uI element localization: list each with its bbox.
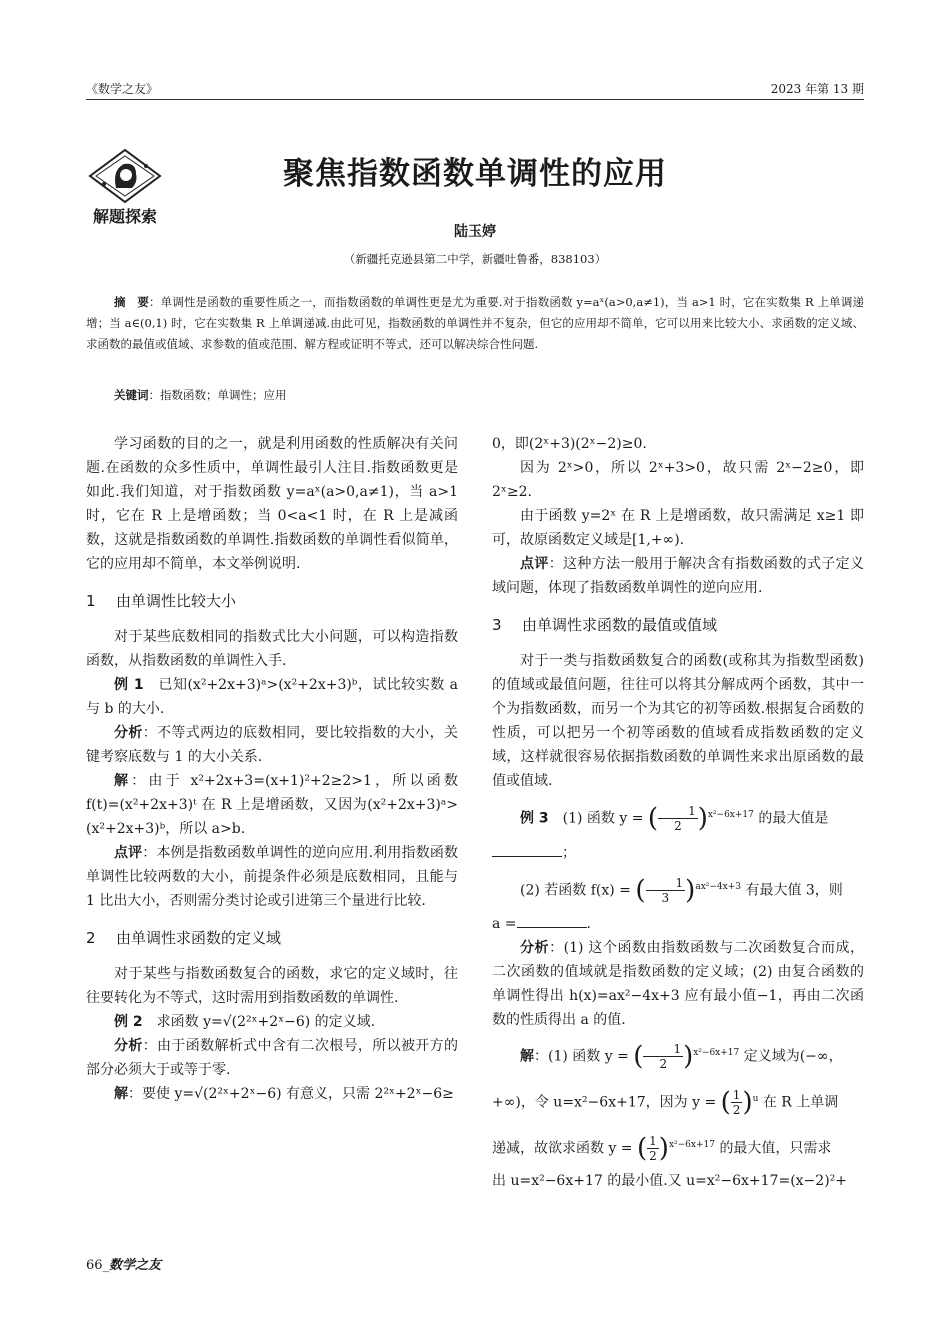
answer-blank	[517, 913, 587, 928]
section-2-heading: 2 由单调性求函数的定义域	[86, 929, 282, 947]
answer-blank	[492, 842, 562, 857]
fraction-third: $\frac{1}{3}$	[646, 876, 686, 905]
analysis-2: 分析：由于函数解析式中含有二次根号，所以被开方的部分必须大于或等于零.	[86, 1038, 459, 1078]
comment-1: 点评：本例是指数函数单调性的逆向应用.利用指数函数单调性比较两数的大小，前提条件必须是底数相同，且能与 1 比出大小，否则需分类讨论或引进第三个量进行比较.	[86, 845, 458, 909]
affiliation: （新疆托克逊县第二中学，新疆吐鲁番，838103）	[343, 252, 607, 266]
left-column	[86, 432, 458, 1106]
solution-2: 解：要使 y=√(2²ˣ+2ˣ−6) 有意义，只需 2²ˣ+2ˣ−6≥	[114, 1086, 454, 1102]
footer-journal-script: 数学之友	[109, 1258, 162, 1273]
abstract-text: ：单调性是函数的重要性质之一，而指数函数的单调性更是尤为重要.对于指数函数 y=aˣ(a>0,a≠1)，当 a>1 时，它在实数集 R 上单调递增；当 a∈(0,1) 时，它在实数集 R 上单调递减.由此可见，指数函数的单调性并不复杂，但它的应用却不简单，它可以用来比较大小、求函数的定义域、求函数的最值或值域、求参数的值或范围、解方程或证明不等式，还可以解决综合性问题.	[86, 295, 864, 351]
section-1-text: 对于某些底数相同的指数式比大小问题，可以构造指数函数，从指数函数的单调性入手.	[86, 629, 458, 669]
solution-1: 解：由于 x²+2x+3=(x+1)²+2≥2>1，所以函数 f(t)=(x²+2x+3)ᵗ 在 R 上是增函数，又因为(x²+2x+3)ᵃ>(x²+2x+3)ᵇ，所以 a>b.	[86, 773, 459, 837]
example-3-part-1: 例 3 (1) 函数 y = ( $\frac{1}{2})^{x^2-6x+17}$ 的最大值是	[520, 803, 829, 834]
example-2: 例 2 求函数 y=√(2²ˣ+2ˣ−6) 的定义域.	[114, 1014, 376, 1030]
section-2-text: 对于某些与指数函数复合的函数，求它的定义域时，往往要转化为不等式，这时需用到指数函数的单调性.	[86, 966, 458, 1006]
example-3-part-2: (2) 若函数 f(x) = ( $\frac{1}{3})^{ax^2-4x+3}$ 有最大值 3，则	[520, 875, 843, 906]
solution-3-line-1: 解：(1) 函数 y = ( $\frac{1}{2})^{x^2-6x+17}$ 定义域为(−∞，	[520, 1041, 843, 1072]
keywords-text: ：指数函数；单调性；应用	[148, 388, 287, 402]
page-footer: 66_数学之友	[86, 1258, 162, 1273]
analysis-1: 分析：不等式两边的底数相同，要比较指数的大小，关键考察底数与 1 的大小关系.	[86, 725, 459, 765]
keywords-label: 关键词	[114, 388, 149, 402]
article-title: 聚焦指数函数单调性的应用	[283, 156, 667, 192]
analysis-3: 分析：(1) 这个函数由指数函数与二次函数复合而成，二次函数的值域就是指数函数的定义域；(2) 由复合函数的单调性得出 h(x)=ax²−4x+3 应有最小值−1，再由二次函数的性质得出 a 的值.	[492, 940, 865, 1029]
header-rule	[86, 99, 864, 100]
keywords	[114, 385, 287, 406]
intro-paragraph: 学习函数的目的之一，就是利用函数的性质解决有关问题.在函数的众多性质中，单调性最引人注目.指数函数更是如此.我们知道，对于指数函数 y=aˣ(a>0,a≠1)，当 a>1 时，它在 R 上是增函数；当 0<a<1 时，在 R 上是减函数，这就是指数函数的单调性.指数函数的单调性看似简单，它的应用却不简单，本文举例说明.	[86, 436, 458, 572]
section-1-heading: 1 由单调性比较大小	[86, 592, 237, 610]
fraction-half: $\frac{1}{2}$	[658, 804, 698, 833]
journal-name: 《数学之友》	[86, 82, 159, 96]
section-3-heading: 3 由单调性求函数的最值或值域	[492, 616, 718, 634]
comment-2: 点评：这种方法一般用于解决含有指数函数的式子定义域问题，体现了指数函数单调性的逆向应用.	[492, 556, 865, 596]
solution-3-line-2: +∞)，令 u=x²−6x+17，因为 y = ( $\frac{1}{2})^u$ 在 R 上单调	[492, 1087, 839, 1118]
solution-2-step: 因为 2ˣ>0，所以 2ˣ+3>0，故只需 2ˣ−2≥0，即 2ˣ≥2.	[492, 460, 864, 500]
logo-text: 解题探索	[92, 207, 157, 226]
right-column	[492, 432, 864, 1193]
example-3-blank-1: ；	[492, 841, 864, 865]
page-number: 66	[86, 1258, 103, 1273]
example-3-blank-2: a = .	[492, 912, 864, 936]
solution-3-line-4: 出 u=x²−6x+17 的最小值.又 u=x²−6x+17=(x−2)²+	[492, 1173, 847, 1190]
solution-2-continued: 0，即(2ˣ+3)(2ˣ−2)≥0.	[492, 436, 647, 452]
abstract	[86, 292, 864, 355]
solution-3-line-3: 递减，故欲求函数 y = ( $\frac{1}{2})^{x^2-6x+17}$ 的最大值，只需求	[492, 1133, 832, 1164]
solution-2-conclusion: 由于函数 y=2ˣ 在 R 上是增函数，故只需满足 x≥1 即可，故原函数定义域是[1,+∞).	[492, 508, 864, 548]
example-1: 例 1 已知(x²+2x+3)ᵃ>(x²+2x+3)ᵇ，试比较实数 a 与 b 的大小.	[86, 677, 459, 717]
section-3-text: 对于一类与指数函数复合的函数(或称其为指数型函数)的值域或最值问题，往往可以将其分解成两个函数，其中一个为指数函数，而另一个为其它的初等函数.根据复合函数的性质，可以把另一个初等函数的值域看成指数函数的定义域，这样就很容易依据指数函数的单调性来求出原函数的最值或值域.	[492, 653, 864, 789]
abstract-label: 摘 要	[114, 295, 149, 309]
author-name: 陆玉婷	[454, 224, 496, 240]
issue-number: 2023 年第 13 期	[770, 82, 864, 96]
